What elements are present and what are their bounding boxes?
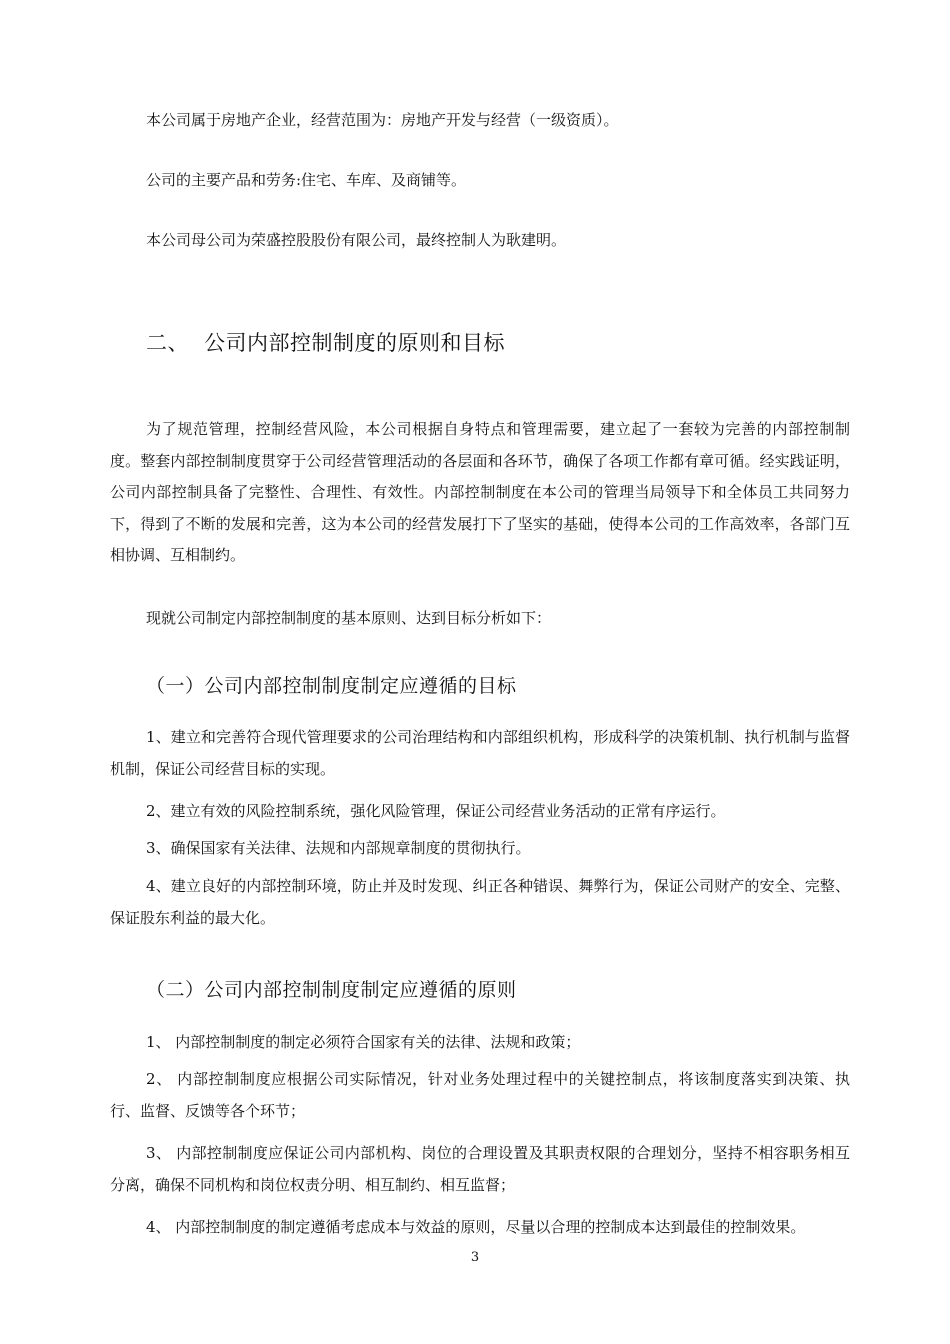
principle-item: 3、 内部控制制度应保证公司内部机构、岗位的合理设置及其职责权限的合理划分，坚持不相容职务相互分离，确保不同机构和岗位权责分明、相互制约、相互监督； <box>110 1144 850 1194</box>
principle-item: 2、 内部控制制度应根据公司实际情况，针对业务处理过程中的关键控制点，将该制度落实到决策、执行、监督、反馈等各个环节； <box>110 1070 850 1120</box>
section-paragraph-lead: 现就公司制定内部控制制度的基本原则、达到目标分析如下： <box>146 609 552 627</box>
goal-item: 1、建立和完善符合现代管理要求的公司治理结构和内部组织机构，形成科学的决策机制、执行机制与监督机制，保证公司经营目标的实现。 <box>110 728 850 778</box>
principle-item: 4、 内部控制制度的制定遵循考虑成本与效益的原则，尽量以合理的控制成本达到最佳的控制效果。 <box>146 1218 806 1236</box>
section-heading <box>146 327 505 357</box>
principle-item: 1、 内部控制制度的制定必须符合国家有关的法律、法规和政策； <box>146 1033 581 1051</box>
section-number: 二、 <box>146 331 189 355</box>
intro-paragraph-scope: 本公司属于房地产企业，经营范围为：房地产开发与经营（一级资质）。 <box>146 111 619 129</box>
subsection-heading-goals: （一）公司内部控制制度制定应遵循的目标 <box>146 675 517 697</box>
page-number: 3 <box>470 1250 480 1265</box>
subsection-heading-principles: （二）公司内部控制制度制定应遵循的原则 <box>146 979 517 1001</box>
section-title: 公司内部控制制度的原则和目标 <box>204 331 505 355</box>
goal-item: 4、建立良好的内部控制环境，防止并及时发现、纠正各种错误、舞弊行为，保证公司财产的安全、完整、保证股东利益的最大化。 <box>110 877 850 927</box>
intro-paragraph-parent: 本公司母公司为荣盛控股股份有限公司，最终控制人为耿建明。 <box>146 231 567 249</box>
intro-paragraph-products: 公司的主要产品和劳务:住宅、车库、及商铺等。 <box>146 171 467 189</box>
section-paragraph-overview: 为了规范管理，控制经营风险，本公司根据自身特点和管理需要，建立起了一套较为完善的内部控制制度。整套内部控制制度贯穿于公司经营管理活动的各层面和各环节，确保了各项工作都有章可循。经实践证明，公司内部控制具备了完整性、合理性、有效性。内部控制制度在本公司的管理当局领导下和全体员工共同努力下，得到了不断的发展和完善，这为本公司的经营发展打下了坚实的基础，使得本公司的工作高效率，各部门互相协调、互相制约。 <box>110 420 850 564</box>
goal-item: 3、确保国家有关法律、法规和内部规章制度的贯彻执行。 <box>146 839 531 857</box>
goal-item: 2、建立有效的风险控制系统，强化风险管理，保证公司经营业务活动的正常有序运行。 <box>146 802 726 820</box>
